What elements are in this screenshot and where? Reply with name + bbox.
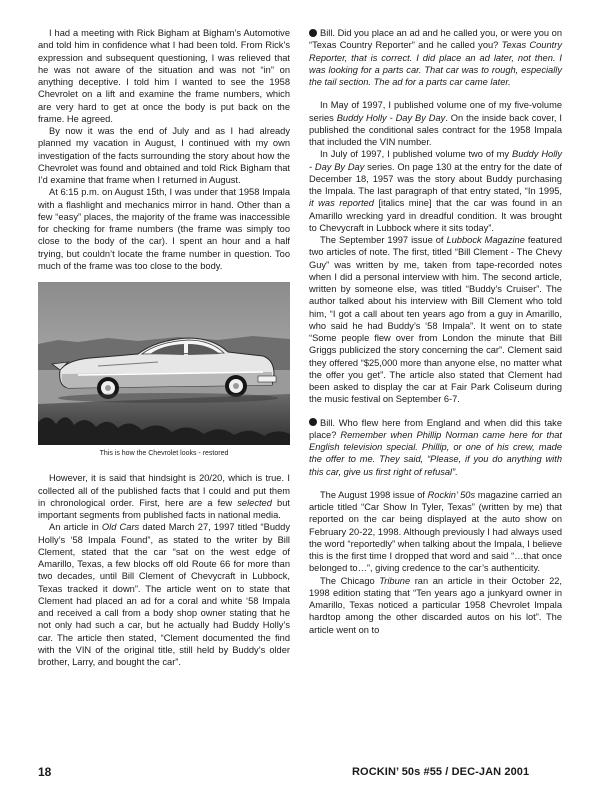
paragraph: An article in Old Cars dated March 27, 1997 titled “Buddy Holly’s ‘58 Impala Found”, as stated to the writer by Bill Clement, stated that the car “sat on the west edge of Amarillo, Texas, a few blocks off old Route 66 for more than two decades, until Bill Clement of Chevycraft in Lubbock, Texas tracked it down”. The article went on to state that Clement had placed an ad for a coral and white ‘58 Impala and received a call from a body shop owner stating that he not only had such a car, but he actually had Buddy Holly’s car. The article then stated, “Clement documented the find with the VIN of the original title, still held by Buddy’s older brother, Larry, and bought the car”. [38, 522, 290, 667]
bullet-icon [309, 418, 317, 426]
paragraph: The August 1998 issue of Rockin’ 50s magazine carried an article titled “Car Show In Tyler, Texas” (written by me) that reported on the car being displayed at the auto show on February 20-22, 1998. Although previously I had always used the word “reportedly” when talking about the Impala, I believe this is the first time I dropped that word and said “…that once belonged to…”, giving credence to the car’s authenticity. [309, 489, 562, 574]
chevrolet-photo [38, 282, 290, 445]
publication-footer: ROCKIN’ 50s #55 / DEC-JAN 2001 [352, 766, 530, 778]
paragraph: In May of 1997, I published volume one of my five-volume series Buddy Holly - Day By Day. On the inside back cover, I published the conditional sales contract for the 1958 Impala that included the VIN number. [309, 100, 562, 147]
left-column [38, 27, 290, 668]
paragraph: I had a meeting with Rick Bigham at Bigham’s Automotive and told him in confidence what I had been told. From Rick’s expression and subsequent questioning, I was relieved that he was not aware of the situation and was not “in” on anything deceptive. I told him I wanted to see the 1958 Chevrolet on a lift and examine the frame numbers, which are very hard to get at once the body is put back on the frame. He agreed. [38, 28, 290, 124]
bullet-icon [309, 29, 317, 37]
paragraph: The September 1997 issue of Lubbock Magazine featured two articles of note. The first, titled “Bill Clement - The Chevy Guy” was written by me, taken from tape-recorded notes when I did a personal interview with him. The second article, written by someone else, was titled “Buddy’s Cruiser”. The author talked about his interview with Bill Clement who told him, “I got a call about ten years ago from a guy in Amarillo, who said he had Buddy’s ‘58 Impala”. It went on to state “Some people flew over from London the minute that Bill Griggs publicized the story concerning the car”. Clement said they offered “$25,000 more than anyone else, no matter what the offer you get”. The article also stated that Clement had been asked to display the car at Fair Park Coliseum during the music festival on September 6-7. [309, 235, 562, 405]
paragraph: The Chicago Tribune ran an article in their October 22, 1998 edition stating that “Ten years ago a junkyard owner in Amarillo, Texas noticed a particular 1958 Chevrolet Impala hardtop among the other discarded autos on his lot”. The article went on to [309, 575, 562, 635]
right-column [309, 27, 562, 636]
paragraph: However, it is said that hindsight is 20/20, which is true. I collected all of the published facts that I could and put them in chronological order. First, here are a few selected but important segments from published facts in national media. [38, 473, 290, 520]
interview-question: Bill. Who flew here from England and when did this take place? Remember when Phillip Norman came here for that English television special. Phillip, or one of his crew, made the offer to me. They said, “Please, if you do anything with this car, give us first right of refusal”. [309, 417, 562, 477]
paragraph: At 6:15 p.m. on August 15th, I was under that 1958 Impala with a flashlight and mechanics mirror in hand. Other than a few “easy” places, the majority of the frame was inaccessible for checking for frame numbers (the frame was simply too close to the body of the car). I spent an hour and a half trying, but couldn’t locate the frame number in question. Too much of the frame was too close to the body. [38, 187, 290, 271]
interview-question: Bill. Did you place an ad and he called you, or were you on “Texas Country Reporter” and he called you? Texas Country Reporter, that is correct. I did place an ad later, not then. I was looking for a parts car. That car was to rough, especially the tail section. The ad for a parts car came later. [309, 28, 562, 87]
photo-figure [38, 282, 290, 460]
paragraph: By now it was the end of July and as I had already planned my vacation in August, I continued with my own investigation of the facts surrounding the story about how the Chevrolet was found and obtained and told Rick Bigham that I’d examine that frame when I returned in August. [38, 126, 290, 185]
paragraph: In July of 1997, I published volume two of my Buddy Holly - Day By Day series. On page 130 at the entry for the date of December 18, 1957 was the story about Buddy purchasing the Impala. The last paragraph of that entry stated, “In 1995, it was reported [italics mine] that the car was found in an Amarillo wrecking yard in dreadful condition. It was brought to Chevycraft in Lubbock where it sits today”. [309, 149, 562, 233]
page-number: 18 [38, 765, 52, 779]
photo-caption: This is how the Chevrolet looks - restored [99, 450, 229, 457]
